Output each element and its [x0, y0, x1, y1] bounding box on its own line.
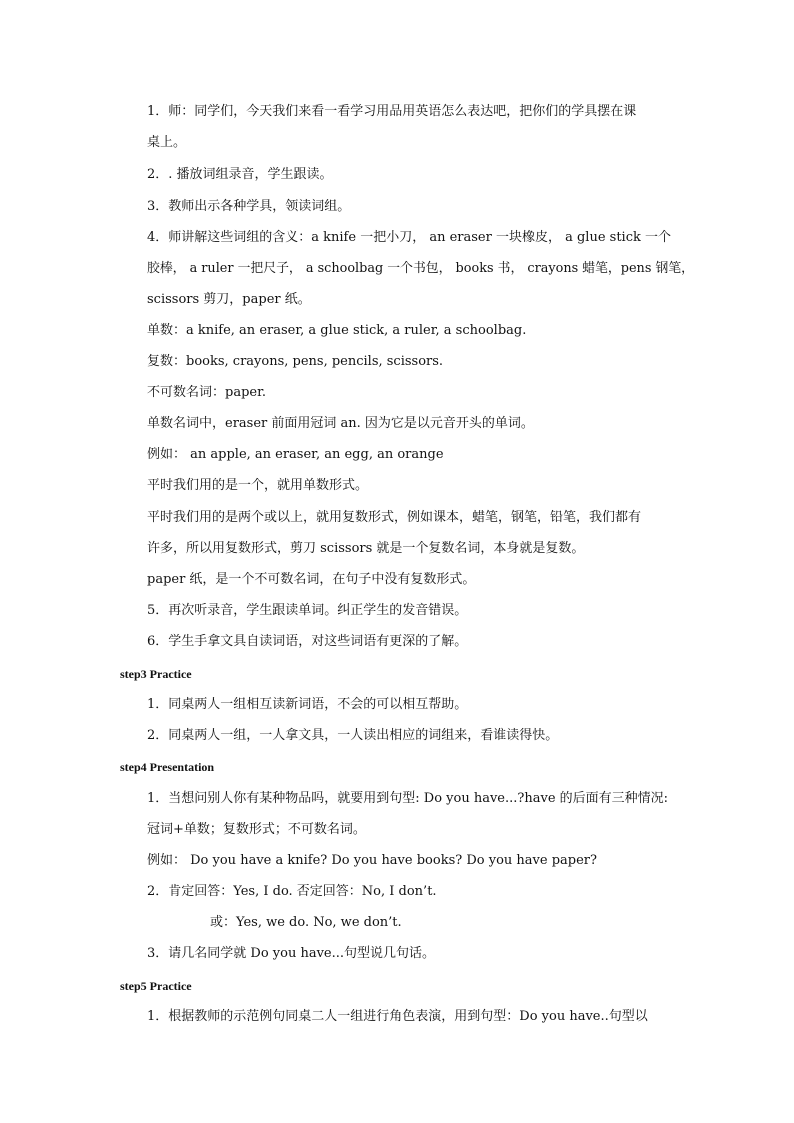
text-line: 不可数名词：paper. [147, 385, 267, 400]
text-line: scissors 剪刀，paper 纸。 [147, 292, 311, 307]
text-line: 1．根据教师的示范例句同桌二人一组进行角色表演，用到句型：Do you have..句型以 [147, 1009, 648, 1024]
text-line: 2．. 播放词组录音，学生跟读。 [147, 167, 333, 182]
text-line: 3．教师出示各种学具，领读词组。 [147, 199, 351, 214]
text-line: 平时我们用的是两个或以上，就用复数形式，例如课本，蜡笔，钢笔，铅笔，我们都有 [147, 510, 642, 525]
section-heading-step5: step5 Practice [120, 979, 192, 993]
text-line: 5．再次听录音，学生跟读单词。纠正学生的发音错误。 [147, 603, 468, 618]
text-line: 冠词+单数；复数形式；不可数名词。 [147, 822, 366, 837]
text-line: 胶棒， a ruler 一把尺子， a schoolbag 一个书包， books 书， crayons 蜡笔，pens 钢笔， [147, 261, 694, 276]
text-line: 1．当想问别人你有某种物品吗，就要用到句型: Do you have...?have 的后面有三种情况: [147, 791, 669, 806]
text-line: 2．同桌两人一组，一人拿文具，一人读出相应的词组来，看谁读得快。 [147, 728, 559, 743]
text-line: paper 纸，是一个不可数名词，在句子中没有复数形式。 [147, 572, 476, 587]
text-line: 或：Yes, we do. No, we don’t. [210, 915, 402, 930]
text-line: 2．肯定回答：Yes, I do. 否定回答：No, I don’t. [147, 884, 437, 899]
text-line: 单数名词中，eraser 前面用冠词 an. 因为它是以元音开头的单词。 [147, 416, 534, 431]
text-line: 桌上。 [147, 135, 187, 150]
text-line: 许多，所以用复数形式，剪刀 scissors 就是一个复数名词，本身就是复数。 [147, 541, 585, 556]
text-line: 单数：a knife, an eraser, a glue stick, a ruler, a schoolbag. [147, 323, 527, 338]
text-line: 6．学生手拿文具自读词语，对这些词语有更深的了解。 [147, 634, 468, 649]
text-line: 例如： an apple, an eraser, an egg, an orange [147, 447, 444, 462]
text-line: 4．师讲解这些词组的含义：a knife 一把小刀， an eraser 一块橡皮， a glue stick 一个 [147, 230, 671, 245]
text-line: 1．师：同学们，今天我们来看一看学习用品用英语怎么表达吧，把你们的学具摆在课 [147, 104, 637, 119]
text-line: 例如： Do you have a knife? Do you have books? Do you have paper? [147, 853, 597, 868]
section-heading-step4: step4 Presentation [120, 760, 215, 774]
text-line: 3．请几名同学就 Do you have...句型说几句话。 [147, 946, 436, 961]
text-line: 平时我们用的是一个，就用单数形式。 [147, 478, 369, 493]
text-line: 1．同桌两人一组相互读新词语，不会的可以相互帮助。 [147, 697, 468, 712]
text-line: 复数：books, crayons, pens, pencils, scissors. [147, 354, 444, 369]
section-heading-step3: step3 Practice [120, 667, 192, 681]
